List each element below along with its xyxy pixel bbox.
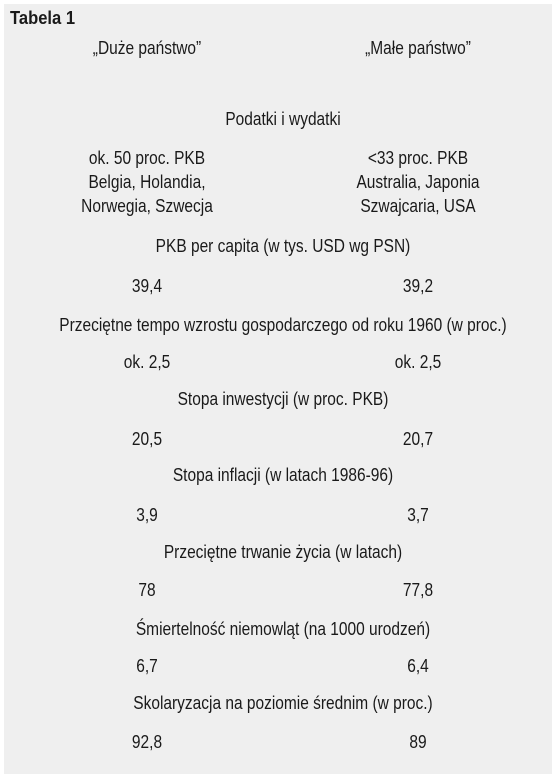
right-cell: <33 proc. PKB (367, 148, 469, 168)
left-value: 92,8 (131, 732, 163, 752)
right-value: 89 (409, 732, 427, 752)
left-cell: Norwegia, Szwecja (81, 196, 213, 216)
right-cell: Australia, Japonia (356, 172, 480, 192)
left-value: 20,5 (131, 429, 163, 449)
column-header-right: „Małe państwo” (365, 38, 471, 58)
right-cell: Szwajcaria, USA (360, 196, 476, 216)
right-value: 20,7 (402, 429, 434, 449)
row-label: Stopa inwestycji (w proc. PKB) (177, 389, 389, 409)
row-label: Przeciętne trwanie życia (w latach) (163, 542, 403, 562)
left-value: 39,4 (131, 276, 163, 296)
row-label: Przeciętne tempo wzrostu gospodarczego od roku 1960 (w proc.) (59, 315, 507, 335)
left-value: 78 (138, 580, 156, 600)
left-value: ok. 2,5 (123, 352, 171, 372)
right-value: 3,7 (407, 505, 429, 525)
left-value: 3,9 (136, 505, 158, 525)
column-header-left: „Duże państwo” (92, 38, 202, 58)
left-cell: Belgia, Holandia, (88, 172, 206, 192)
right-value: 39,2 (402, 276, 434, 296)
right-value: 77,8 (402, 580, 434, 600)
row-label: PKB per capita (w tys. USD wg PSN) (155, 236, 411, 256)
row-label: Skolaryzacja na poziomie średnim (w proc.) (133, 693, 433, 713)
row-label: Stopa inflacji (w latach 1986-96) (172, 465, 394, 485)
section-heading: Podatki i wydatki (225, 109, 341, 129)
table-title: Tabela 1 (10, 8, 76, 28)
right-value: ok. 2,5 (394, 352, 442, 372)
row-label: Śmiertelność niemowląt (na 1000 urodzeń) (135, 619, 431, 639)
table-panel (4, 4, 552, 774)
left-cell: ok. 50 proc. PKB (88, 148, 206, 168)
left-value: 6,7 (136, 656, 158, 676)
right-value: 6,4 (407, 656, 429, 676)
